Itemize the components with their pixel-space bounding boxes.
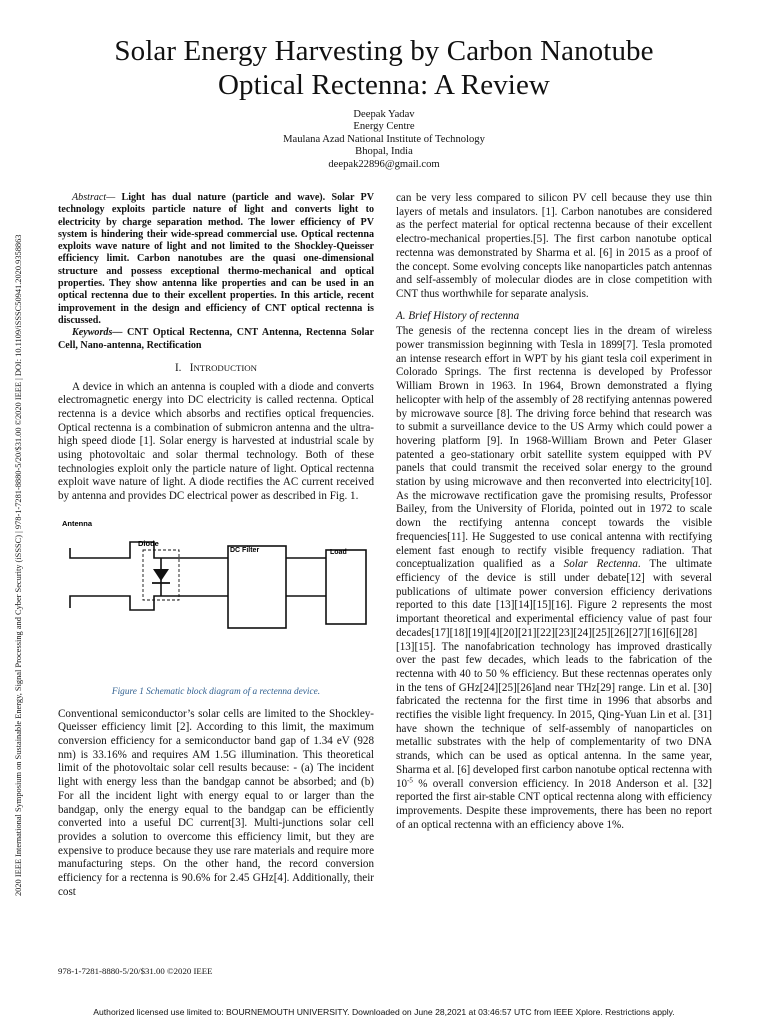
title-line-2: Optical Rectenna: A Review xyxy=(218,69,550,101)
side-citation-text: 2020 IEEE International Symposium on Sustainable Energy, Signal Processing and Cyber Security (iSSSC) | 978-1-7281-8880-5/20/$31.00 ©2020 IEEE | DOI: 10.1109/iSSSC50941.2020.9358863 xyxy=(14,234,23,896)
antenna-wire-bottom xyxy=(70,596,176,610)
figure-rectenna-diagram xyxy=(58,510,374,682)
diode-triangle xyxy=(153,569,169,581)
section-heading-first-letter: I xyxy=(189,361,194,374)
abstract-lead: Abstract— xyxy=(72,192,116,203)
history-superscript: -5 xyxy=(407,775,413,784)
history-text-b: . The ultimate efficiency of the device is still under debate[12] with several publications of ultimate power conversion efficiency derivations reported to this date [13][14][15][16]. Figure 2 represents the most important theoretical and experimental efficiency value of past four decades[17][18][19][4][20][21][22][23][24][25][26][27][16][6][28][13][15]. The nanofabrication technology has improved drastically over the past few decades, which leads to the fabrication of the rectenna with 40 to 50 % efficiency. But these rectennas operates only in the tens of GHz[24][25][26]and near THz[29] range. Lin et al. [30] fabricated the rectenna for the first time in 1996 that absorbs and rectifies the visible light frequency. In 2015, Qing-Yuan Lin et al. [31] have shown the technique of self-assembly of nanoparticles on metallic substrates with the help of complementarity of two DNA strands, which can be used as optical antenna. In the same year, Sharma et al. [6] developed first carbon nanotube optical rectenna with 10 xyxy=(396,558,712,790)
history-paragraph xyxy=(396,325,712,832)
keywords xyxy=(58,327,374,352)
history-text-a: The genesis of the rectenna concept lies in the dream of wireless power transmission beginning with Tesla in 1899[7]. Tesla promoted an intense research effort in WPT by his giant tesla coil experiment in Colorado Springs. The first rectenna is developed by Professor William Brown in 1963. In 1964, Brown demonstrated a flying helicopter with help of the assembly of 28 rectifying antennas powered by microwave source [8]. The driving force behind that research was to submit a surveillance device to the US Army which could power a hovering platform [9]. In 1968-William Brown and Peter Glaser patented a geo-stationary orbit satellite system equipped with PV panels that could transmit the received solar energy to the ground station by using microwave and then reconverted into electricity[10]. As the microwave rectification gave the promising results, Professor Bailey, from the University of Florida, pointed out in 1972 to scale down the rectifying antenna concept towards the visible frequencies[11]. He Suggested to use conical antenna with rectifying element fast enough to rectify visible frequency radiation. That conceptualization qualified as a xyxy=(396,325,712,571)
rectenna-schematic xyxy=(58,510,374,682)
right-paragraph-1: can be very less compared to silicon PV cell because they use thin layers of metals and insulators. [1]. Carbon nanotubes are considered as the perfect material for optical rectenna because of their excellent electro-mechanical properties.[5]. The first carbon nanotube optical rectenna was demonstrated by Sharma et al. [6] in 2015 as a proof of the concept. Some evolving concepts like nanoparticles patch antennas and self-assembly of molecular diodes are in close competition with CNT thus worthwhile for separate analysis. xyxy=(396,192,712,300)
author-name: Deepak Yadav xyxy=(353,109,415,120)
label-dc-filter: DC Filter xyxy=(230,546,260,554)
author-email: deepak22896@gmail.com xyxy=(328,158,440,170)
right-column xyxy=(396,192,712,832)
author-block xyxy=(40,109,728,171)
author-institution: Maulana Azad National Institute of Technology xyxy=(283,133,485,145)
abstract-text: Light has dual nature (particle and wave). Solar PV technology exploits particle nature of light and converts light to electricity by charge separation method. The lower efficiency of PV system is hindering their wide-spread commercial use. Optical rectenna exploits wave nature of light and not limited to the Shockley-Queisser efficiency limit. Carbon nanotubes are the quasi one-dimensional structure and possess exceptional thermo-mechanical and optical properties. They show antenna like properties and can be used in an optical rectenna due to their excellent properties. In this article, recent improvement in the design and efficiency of CNT optical rectenna is discussed. xyxy=(58,192,374,326)
history-italic: Solar Rectenna xyxy=(563,558,638,571)
load-box xyxy=(326,550,366,624)
author-place: Bhopal, India xyxy=(355,146,413,158)
section-heading-introduction xyxy=(58,362,374,376)
label-load: Load xyxy=(330,548,347,556)
paper-title xyxy=(40,34,728,102)
left-column xyxy=(58,192,374,899)
history-text-c: % overall conversion efficiency. In 2018 Anderson et al. [32] reported the first air-stable CNT optical rectenna along with efficiency improvements. Despite these improvements, there has been no report of an optical rectenna with an efficiency above 1%. xyxy=(396,777,712,831)
title-line-1: Solar Energy Harvesting by Carbon Nanotube xyxy=(114,35,654,67)
footer-price: 978-1-7281-8880-5/20/$31.00 ©2020 IEEE xyxy=(58,966,213,976)
author-dept: Energy Centre xyxy=(353,121,415,133)
section-number: I. xyxy=(174,361,182,374)
intro-paragraph-2: Conventional semiconductor’s solar cells are limited to the Shockley-Queisser efficiency limit [2]. According to this limit, the maximum conversion efficiency for a semiconductor band gap of 1.34 eV (928 nm) is 33.16% and requires AM 1.5G illumination. This theoretical limit of the photovoltaic solar cell results because: - (a) The incident light with energy less than the bandgap cannot be absorbed; and (b) For all the incident light with energy equal to or larger than the bandgap, only the energy equal to the bandgap can be efficiently converted into a useful DC current[3]. Multi-junctions solar cell provides a solution to overcome this efficiency limit, but they are expensive to produce because they use rare materials and require more manufacturing steps. On the other hand, the record conversion efficiency for a rectenna is 90.6% for 2.45 GHz[4]. Additionally, their cost xyxy=(58,707,374,898)
side-citation xyxy=(10,128,28,896)
label-diode: Diode xyxy=(138,538,159,548)
abstract xyxy=(58,192,374,327)
keywords-text: CNT Optical Rectenna, CNT Antenna, Rectenna Solar Cell, Nano-antenna, Rectification xyxy=(58,327,374,351)
label-antenna: Antenna xyxy=(62,518,92,528)
section-heading-rest: NTRODUCTION xyxy=(193,362,258,373)
subsection-heading-history: A. Brief History of rectenna xyxy=(396,309,520,322)
footer-authorization: Authorized licensed use limited to: BOURNEMOUTH UNIVERSITY. Downloaded on June 28,2021 at 03:46:57 UTC from IEEE Xplore. Restrictions apply. xyxy=(93,1007,675,1017)
intro-paragraph-1: A device in which an antenna is coupled with a diode and converts electromagnetic energy into DC electricity is called rectenna. Optical rectenna is a device which absorbs and rectifies optical frequencies. Optical rectenna is a combination of submicron antenna and the ultra-high speed diode [1]. Solar energy is harvested at industrial scale by using photovoltaic and solar thermal technology. Both of these technologies exploit only the particle nature of light. Optical rectenna exploit wave nature of light. A diode rectifies the AC current received by antenna and provides DC electrical power as described in Fig. 1. xyxy=(58,380,374,503)
keywords-lead: Keywords— xyxy=(72,327,123,339)
dc-filter-box xyxy=(228,546,286,628)
figure-caption: Figure 1 Schematic block diagram of a rectenna device. xyxy=(111,686,321,697)
